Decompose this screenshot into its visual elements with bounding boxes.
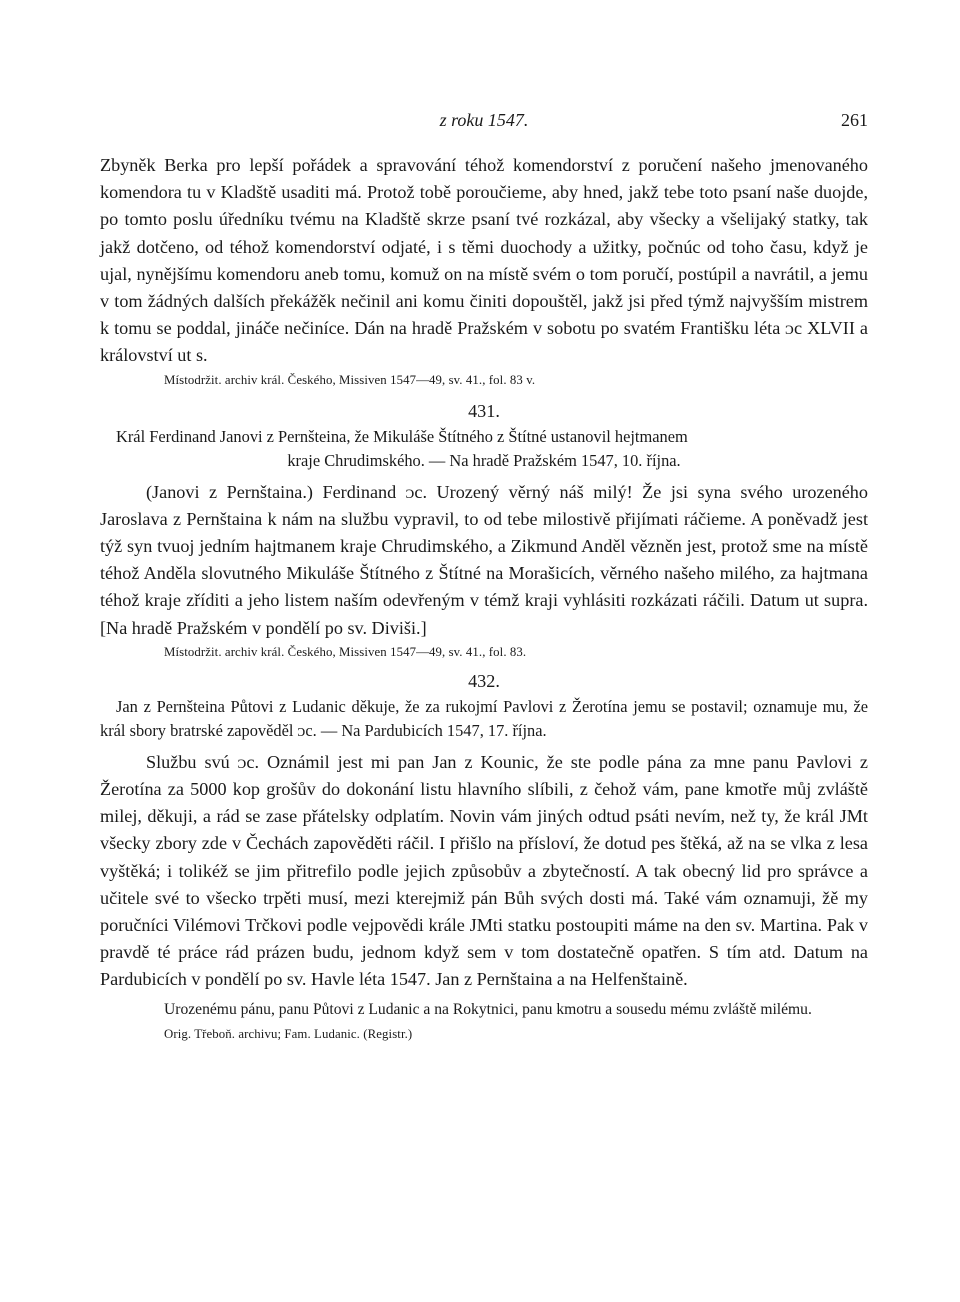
document-page bbox=[100, 110, 868, 1044]
page-number: 261 bbox=[841, 110, 868, 130]
doc-432-source: Orig. Třeboň. archivu; Fam. Ludanic. (Registr.) bbox=[164, 1026, 413, 1041]
doc-431-text: (Janovi z Pernštaina.) Ferdinand ᴐc. Urozený věrný náš milý! Že jsi syna svého urozeného Jaroslava z Pernštaina k nám na službu vypravil, to od tebe milostivě přijímati ráčieme. A poněvadž jest týž syn tvuoj jedním hajtmanem kraje Chrudimského, a Zikmund Anděl vězněn jest, protož sme na místě téhož Anděla slovutného Mikuláše Štítného z Štítné na Morašicích, věrného našeho milého, za hajtmana téhož kraje zříditi a jeho listem naším odevřeným v témž kraji vyhlásiti rozkázati ráčili. Datum ut supra. [Na hradě Pražském v pondělí po sv. Diviši.] bbox=[100, 481, 868, 638]
doc-430-text: Zbyněk Berka pro lepší pořádek a spravování téhož komendorství z poručení našeho jmenovaného komendora tu v Kladště usaditi má. Protož tobě poroučieme, aby hned, jakž tebe toto psaní naše duojde, po tomto poslu úředníku tvému na Kladště skrze psaní tvé rozkázal, aby všecky a všelijaký statky, tak jakž dotčeno, od téhož komendorství odjaté, i s těmi duochody a užitky, počnúc od toho času, když je ujal, nynějšímu komendoru aneb tomu, komuž on na místě svém o tom poručí, postúpil a navrátil, a jemu v tom žádných dalších překážěk nečinil ani komu činiti dopouštěl, jakž jsi před týmž najvyšším mistrem k tomu se poddal, jináče nečiníce. Dán na hradě Pražském v sobotu po svatém Františku léta ᴐc XLVII a království ut s. bbox=[100, 155, 868, 366]
doc-432-text: Službu svú ᴐc. Oznámil jest mi pan Jan z Kounic, že ste podle pána za mne panu Pavlovi z Žerotína za 5000 kop grošův do dokonání listu hlavního slíbili, z čehož vám, pane kmotře můj zvláště milej, děkuji, a rád se zase přátelsky odplatím. Novin vám jiných odtud psáti nevím, než ty, že král JMt všecky zbory zde v Čechách zapověděti ráčil. I přišlo na přísloví, že dotud pes štěká, až na se vlka z lesa vyštěká; i tolikéž se jim přitrefilo podle jejich způsobův a zbytečností. A tak obecný lid pro správce a učitele své to všecko trpěti musí, mezi kterejmiž pán Bůh svých dosti má. Také vám oznamuji, žě my poručníci Vilémovi Trčkovi podle vejpovědi krále JMti statku postoupiti máme na den sv. Martina. Pak v pravdě té práce rád prázen budu, jednom když sem v tom dostatečně opatřen. S tím atd. Datum na Pardubicích v pondělí po sv. Havle léta 1547. Jan z Pernštaina a na Helfenštaině. bbox=[100, 751, 868, 990]
doc-430-source: Místodržit. archiv král. Českého, Missiven 1547—49, sv. 41., fol. 83 v. bbox=[164, 372, 536, 387]
doc-431-number: 431. bbox=[468, 400, 500, 421]
doc-432-regest: Jan z Pernšteina Půtovi z Ludanic děkuje, že za rukojmí Pavlovi z Žerotína jemu se postavil; oznamuje mu, že král sbory bratrské zapověděl ᴐc. — Na Pardubicích 1547, 17. října. bbox=[100, 696, 868, 740]
doc-431-regest bbox=[100, 425, 868, 473]
doc-431-regest-line2: kraje Chrudimského. — Na hradě Pražském 1547, 10. října. bbox=[287, 450, 681, 470]
page-header bbox=[100, 110, 868, 138]
doc-431-source: Místodržit. archiv král. Českého, Missiven 1547—49, sv. 41., fol. 83. bbox=[164, 644, 527, 659]
doc-432-number: 432. bbox=[468, 670, 500, 691]
doc-432-address: Urozenému pánu, panu Půtovi z Ludanic a na Rokytnici, panu kmotru a sousedu mému zvláště milému. bbox=[164, 1000, 812, 1018]
doc-431-regest-line1: Král Ferdinand Janovi z Pernšteina, že Mikuláše Štítného z Štítné ustanovil hejtmanem bbox=[116, 426, 688, 446]
running-title: z roku 1547. bbox=[439, 110, 529, 130]
